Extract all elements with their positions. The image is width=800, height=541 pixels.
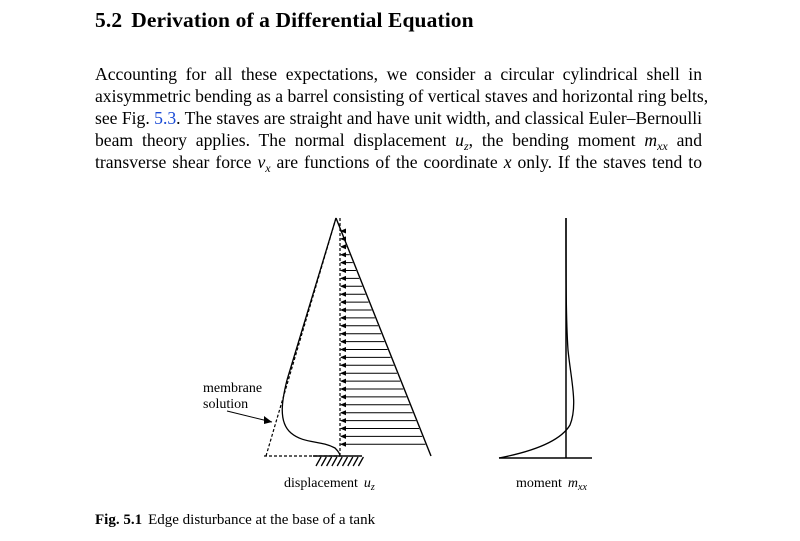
caption-label: Fig. 5.1: [95, 512, 143, 528]
pressure-arrowhead: [340, 276, 346, 281]
hatch-stroke: [316, 457, 321, 466]
deflection-curve: [282, 380, 340, 456]
pressure-arrowhead: [340, 300, 346, 305]
pressure-arrowhead: [340, 355, 346, 360]
var-u: u: [455, 130, 464, 150]
membrane-label-2: solution: [203, 397, 249, 412]
figure-caption: [95, 512, 375, 529]
moment-curve: [499, 218, 574, 458]
line-5-text-a: transverse shear force: [95, 152, 258, 172]
paragraph-line-2: axisymmetric bending as a barrel consisting of vertical staves and horizontal ring belts,: [95, 86, 709, 106]
displacement-var: u: [363, 476, 371, 491]
pressure-arrowhead: [340, 410, 346, 415]
pressure-arrowhead: [340, 402, 346, 407]
line-4-text-b: , the bending moment: [468, 130, 645, 150]
section-number: 5.2: [95, 8, 123, 32]
pressure-arrowhead: [340, 244, 346, 249]
membrane-pointer-arrowhead: [264, 416, 272, 424]
pressure-arrowhead: [340, 387, 346, 392]
pressure-arrowhead: [340, 418, 346, 423]
pressure-arrowhead: [340, 339, 346, 344]
pressure-arrowhead: [340, 347, 346, 352]
moment-word: moment: [516, 476, 562, 491]
paragraph-line-3-rest: . The staves are straight and have unit width, and classical Euler–Bernoulli: [176, 108, 703, 128]
pressure-arrowhead: [340, 284, 346, 289]
see-fig-text: see Fig.: [95, 108, 150, 128]
line-4-text-a: beam theory applies. The normal displacement: [95, 130, 456, 150]
pressure-arrowhead: [340, 292, 346, 297]
hatch-stroke: [327, 457, 332, 466]
var-v-sub: x: [265, 161, 271, 175]
pressure-arrowhead: [340, 379, 346, 384]
figure-reference-link[interactable]: 5.3: [154, 108, 177, 128]
line-4-text-c: and: [667, 130, 702, 150]
line-5-text-b: are functions of the coordinate: [270, 152, 504, 172]
pressure-arrowhead: [340, 323, 346, 328]
displacement-label: [284, 476, 375, 493]
pressure-arrowhead: [340, 308, 346, 313]
hatch-stroke: [353, 457, 358, 466]
moment-var: m: [567, 476, 579, 491]
var-v: v: [257, 152, 266, 172]
pressure-arrowhead: [340, 363, 346, 368]
pressure-arrowhead: [340, 394, 346, 399]
membrane-solution-line: [266, 218, 336, 456]
section-title: Derivation of a Differential Equation: [131, 8, 474, 32]
hatch-stroke: [337, 457, 342, 466]
pressure-arrowhead: [340, 315, 346, 320]
pressure-arrowhead: [340, 434, 346, 439]
membrane-label-1: membrane: [203, 381, 263, 396]
hatch-stroke: [332, 457, 337, 466]
pressure-arrowhead: [340, 426, 346, 431]
moment-label: [516, 476, 587, 493]
fixed-support-hatch: [316, 457, 363, 466]
moment-sub: xx: [578, 482, 587, 493]
hatch-stroke: [343, 457, 348, 466]
pressure-arrowhead: [340, 331, 346, 336]
displacement-word: displacement: [284, 476, 358, 491]
pressure-arrowhead: [340, 252, 346, 257]
hatch-stroke: [358, 457, 363, 466]
line-5-text-c: only. If the staves tend to: [511, 152, 702, 172]
var-x: x: [503, 152, 512, 172]
hatch-stroke: [321, 457, 326, 466]
var-m-sub: xx: [657, 139, 668, 153]
var-u-sub: z: [463, 139, 469, 153]
pressure-arrowhead: [340, 268, 346, 273]
var-m: m: [644, 130, 658, 150]
pressure-arrowhead: [340, 371, 346, 376]
caption-text: Edge disturbance at the base of a tank: [148, 512, 376, 528]
pressure-arrowhead: [340, 260, 346, 265]
hatch-stroke: [348, 457, 353, 466]
pressure-arrowhead: [340, 442, 346, 447]
displacement-sub: z: [370, 482, 375, 493]
paragraph-line-1: Accounting for all these expectations, we consider a circular cylindrical shell in: [95, 64, 702, 84]
